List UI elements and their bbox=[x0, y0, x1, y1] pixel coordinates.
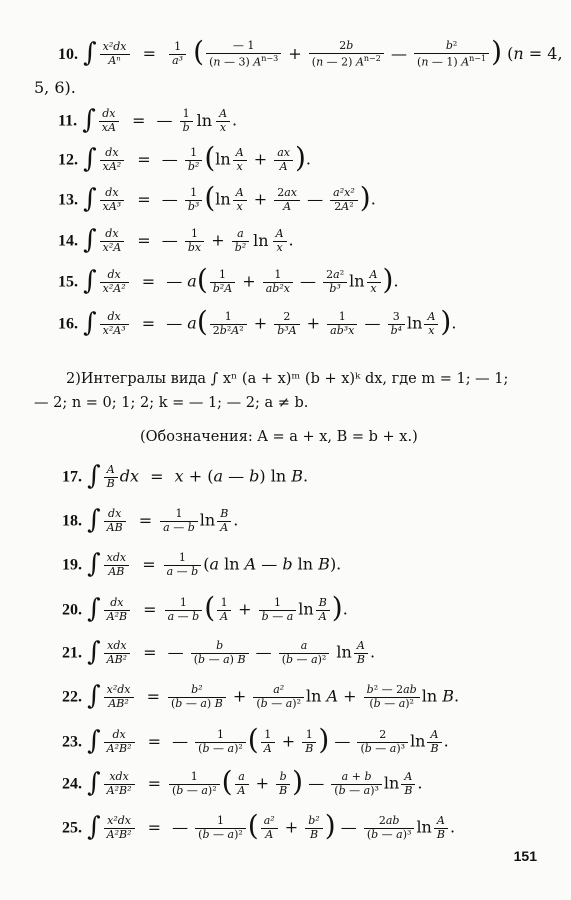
formula-15: 15. ∫ $\frac{dx}{\text{x²A²}}$ = — a( $\frac{1}{\text{b²A}}$ + $\frac{1}{\text{ab²x}}$ — $\frac{\text{2a²}}{\text{b³}}$ ln $\frac{A}{x}$ ). bbox=[58, 263, 399, 296]
page-number: 151 bbox=[513, 848, 537, 864]
formula-number: 18. bbox=[62, 512, 82, 530]
formula-14: 14. ∫ $\frac{dx}{\text{x²A}}$ = — $\frac{1}{bx}$ + $\frac{a}{\text{b²}}$ ln $\frac{A}{x}$ . bbox=[58, 225, 294, 256]
formula-number: 25. bbox=[62, 819, 82, 837]
formula-24: 24. ∫ $\frac{\text{xdx}}{\text{A²B²}}$ = $\frac{1}{\text{(b — a)²}}$ ( $\frac{a}{A}$ + $\frac{b}{B}$ ) — $\frac{a + b}{\text{(b — a)³}}$ ln $\frac{A}{B}$ . bbox=[62, 765, 423, 798]
formula-number: 22. bbox=[62, 688, 82, 706]
formula-17: 17. ∫ $\frac{A}{B}$ dx = x + (a — b) ln B. bbox=[62, 461, 309, 492]
formula-number: 10. bbox=[58, 45, 78, 63]
section-heading-line2: — 2; n = 0; 1; 2; k = — 1; — 2; a ≠ b. bbox=[34, 395, 309, 411]
formula-number: 19. bbox=[62, 556, 82, 574]
formula-21: 21. ∫ $\frac{\text{xdx}}{\text{AB²}}$ = — $\frac{b}{(b — a) B}$ — $\frac{a}{\text{(b — a)²}}$ ln $\frac{A}{B}$ . bbox=[62, 637, 376, 668]
formula-10-continuation: 5, 6). bbox=[34, 78, 76, 97]
notation-line: (Обозначения: A = a + x, B = b + x.) bbox=[140, 429, 418, 445]
formula-16: 16. ∫ $\frac{dx}{\text{x²A³}}$ = — a( $\frac{1}{\text{2b²A²}}$ + $\frac{2}{\text{b³A}}$ + $\frac{1}{\text{ab³x}}$ — $\frac{3}{\text{b⁴}}$ ln $\frac{A}{x}$ ). bbox=[58, 305, 457, 338]
formula-11: 11. ∫ $\frac{dx}{xA}$ = — $\frac{1}{b}$ ln $\frac{A}{x}$ . bbox=[58, 105, 238, 136]
formula-19: 19. ∫ $\frac{\text{xdx}}{AB}$ = $\frac{1}{a — b}$ (a ln A — b ln B). bbox=[62, 549, 342, 580]
formula-23: 23. ∫ $\frac{dx}{\text{A²B²}}$ = — $\frac{1}{\text{(b — a)²}}$ ( $\frac{1}{A}$ + $\frac{1}{B}$ ) — $\frac{2}{\text{(b — a)³}}$ ln $\frac{A}{B}$ . bbox=[62, 723, 449, 756]
formula-20: 20. ∫ $\frac{dx}{\text{A²B}}$ = $\frac{1}{a — b}$ ( $\frac{1}{A}$ + $\frac{1}{b — a}$ ln $\frac{B}{A}$ ). bbox=[62, 591, 348, 624]
formula-number: 14. bbox=[58, 232, 78, 250]
formula-number: 11. bbox=[58, 112, 78, 130]
formula-number: 15. bbox=[58, 273, 78, 291]
formula-12: 12. ∫ $\frac{dx}{\text{xA²}}$ = — $\frac{1}{\text{b²}}$ (ln $\frac{A}{x}$ + $\frac{ax}{A}$ ). bbox=[58, 141, 312, 174]
section-heading-line1: 2)Интегралы вида ∫ xⁿ (a + x)ᵐ (b + x)ᵏ dx, где m = 1; — 1; bbox=[66, 371, 509, 387]
formula-18: 18. ∫ $\frac{dx}{AB}$ = $\frac{1}{a — b}$ ln $\frac{B}{A}$ . bbox=[62, 505, 239, 536]
formula-number: 21. bbox=[62, 644, 82, 662]
formula-number: 12. bbox=[58, 151, 78, 169]
formula-number: 20. bbox=[62, 601, 82, 619]
formula-number: 17. bbox=[62, 468, 82, 486]
formula-number: 24. bbox=[62, 775, 82, 793]
formula-22: 22. ∫ $\frac{\text{x²dx}}{\text{AB²}}$ = $\frac{\text{b²}}{(b — a) B}$ + $\frac{\text{a²}}{\text{(b — a)²}}$ ln A + $\frac{\text{b² — 2ab}}{\text{(b — a)²}}$ ln B. bbox=[62, 681, 460, 712]
formula-number: 16. bbox=[58, 315, 78, 333]
formula-number: 13. bbox=[58, 191, 78, 209]
formula-number: 23. bbox=[62, 733, 82, 751]
formula-13: 13. ∫ $\frac{dx}{\text{xA³}}$ = — $\frac{1}{\text{b³}}$ (ln $\frac{A}{x}$ + $\frac{2ax}{A}$ — $\frac{\text{a²x²}}{\text{2A²}}$ ). bbox=[58, 181, 376, 214]
formula-10: 10. ∫ $\frac{\text{x²dx}}{\text{Aⁿ}}$ = $\frac{1}{\text{a³}}$ ( $\frac{— 1}{(n — 3) A^{n-3}}$ + $\frac{2b}{(n — 2) A^{n-2}}$ — $\frac{\text{b²}}{(n — 1) A^{n-1}}$ ) (n = 4, bbox=[58, 35, 563, 69]
formula-25: 25. ∫ $\frac{\text{x²dx}}{\text{A²B²}}$ = — $\frac{1}{\text{(b — a)²}}$ ( $\frac{\text{a²}}{A}$ + $\frac{\text{b²}}{B}$ ) — $\frac{2ab}{\text{(b — a)³}}$ ln $\frac{A}{B}$ . bbox=[62, 809, 456, 842]
